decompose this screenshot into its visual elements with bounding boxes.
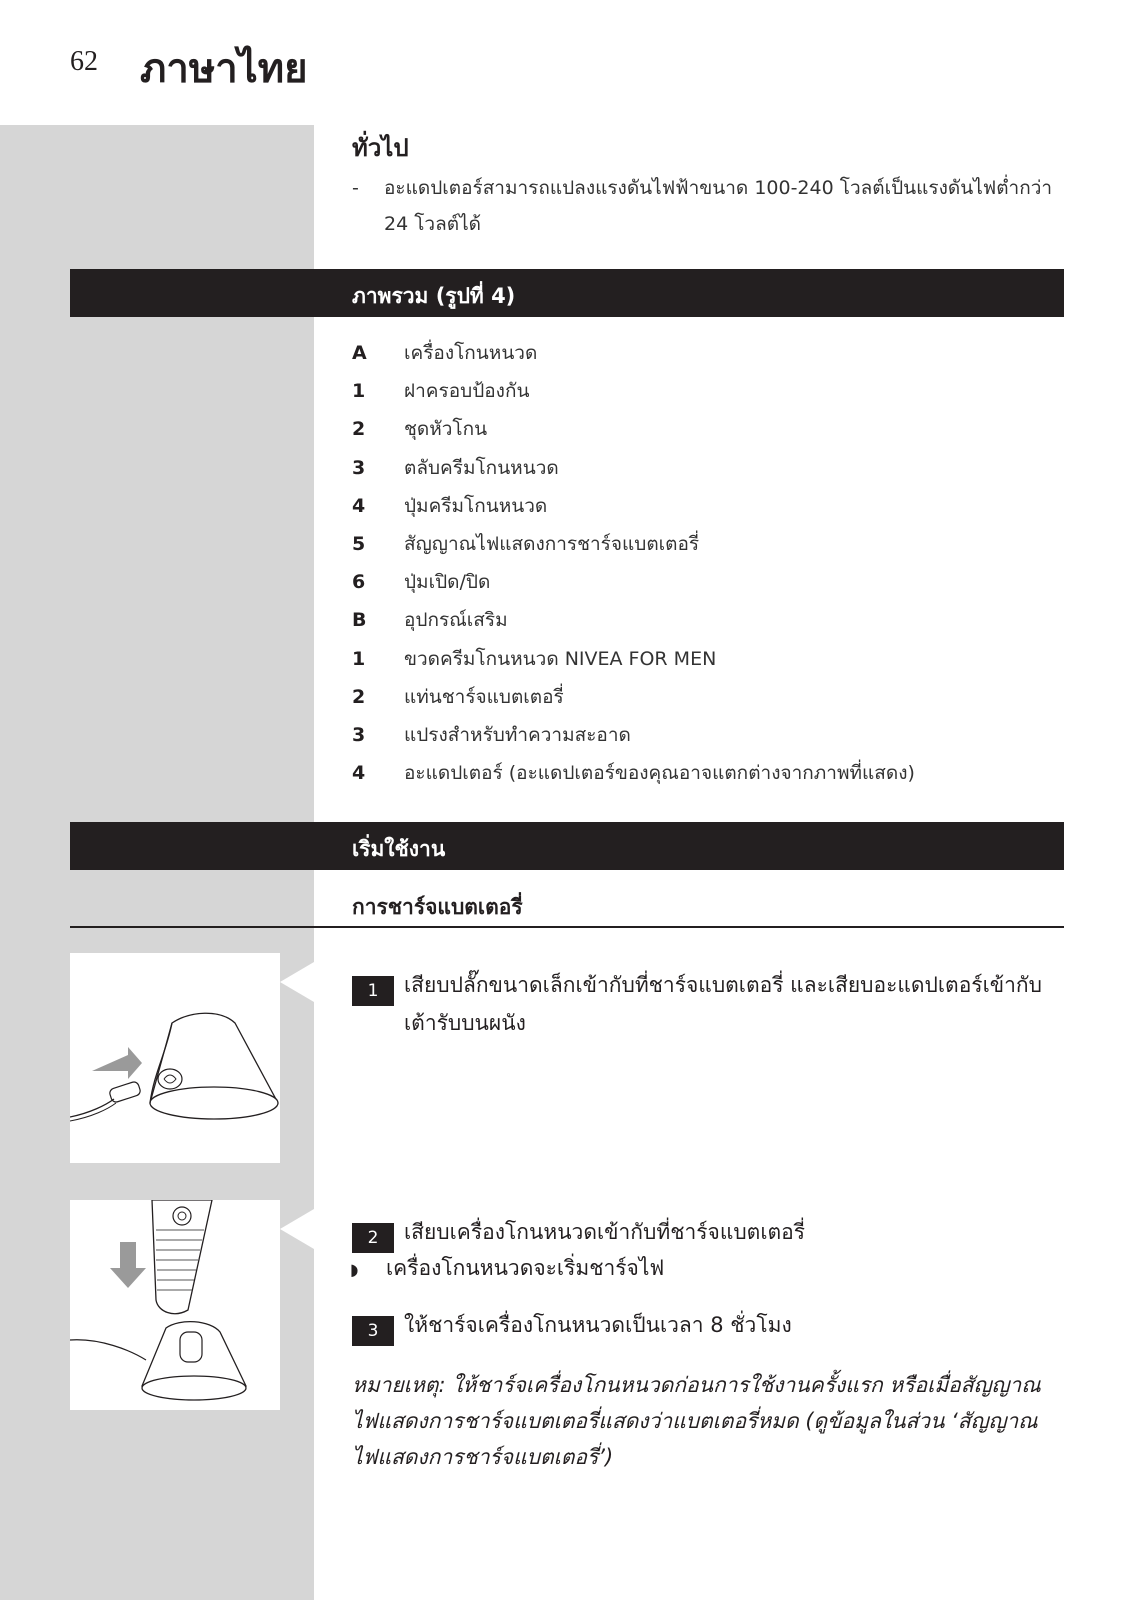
part-label: B xyxy=(352,609,367,632)
step-number-badge: 2 xyxy=(352,1223,394,1253)
part-text: เครื่องโกนหนวด xyxy=(404,342,538,364)
parts-list xyxy=(352,334,915,792)
part-label: 6 xyxy=(352,571,366,594)
charging-note: หมายเหตุ: ให้ชาร์จเครื่องโกนหนวดก่อนการใช้งานครั้งแรก หรือเมื่อสัญญาณไฟแสดงการชาร์จแบตเตอรี่แสดงว่าแบตเตอรี่หมด (ดูข้อมูลในส่วน ‘สัญญาณไฟแสดงการชาร์จแบตเตอรี่’) xyxy=(352,1373,1041,1469)
getting-started-heading-bar xyxy=(70,822,1064,870)
parts-list-item xyxy=(352,640,915,678)
part-label: 2 xyxy=(352,685,366,708)
shaver-in-stand-illustration xyxy=(70,1200,280,1410)
parts-list-item xyxy=(352,601,915,639)
parts-list-item xyxy=(352,372,915,410)
part-text: สัญญาณไฟแสดงการชาร์จแบตเตอรี่ xyxy=(404,532,700,555)
bullet-arrow-icon: ◗ xyxy=(350,1260,359,1279)
part-text: แท่นชาร์จแบตเตอรี่ xyxy=(404,685,564,708)
parts-list-item xyxy=(352,716,915,754)
step-number-badge: 3 xyxy=(352,1316,394,1346)
charging-heading: การชาร์จแบตเตอรี่ xyxy=(352,895,523,919)
parts-list-item xyxy=(352,525,915,563)
step-text: เสียบเครื่องโกนหนวดเข้ากับที่ชาร์จแบตเตอรี่ xyxy=(404,1220,806,1244)
part-label: 3 xyxy=(352,723,366,746)
part-text: ขวดครีมโกนหนวด NIVEA FOR MEN xyxy=(404,647,717,670)
part-text: ฝาครอบป้องกัน xyxy=(404,380,530,403)
part-label: 1 xyxy=(352,647,366,670)
part-text: ปุ่มเปิด/ปิด xyxy=(404,571,491,594)
shaver-into-stand-drawing xyxy=(70,1200,280,1410)
section-divider xyxy=(70,926,1064,928)
parts-list-item xyxy=(352,410,915,448)
bullet-text: เครื่องโกนหนวดจะเริ่มชาร์จไฟ xyxy=(386,1256,665,1280)
charging-step xyxy=(352,1306,1058,1344)
part-label: 2 xyxy=(352,418,366,441)
part-text: ตลับครีมโกนหนวด xyxy=(404,456,559,479)
part-label: 4 xyxy=(352,494,366,517)
charging-step xyxy=(352,966,1058,1042)
part-label: 1 xyxy=(352,380,366,403)
parts-list-item xyxy=(352,678,915,716)
general-heading: ทั่วไป xyxy=(352,134,409,162)
part-text: แปรงสำหรับทำความสะอาด xyxy=(404,723,631,746)
part-label: 3 xyxy=(352,456,366,479)
parts-list-item xyxy=(352,449,915,487)
part-text: อุปกรณ์เสริม xyxy=(404,609,508,632)
result-bullet xyxy=(350,1251,664,1287)
step-text: ให้ชาร์จเครื่องโกนหนวดเป็นเวลา 8 ชั่วโมง xyxy=(404,1313,792,1337)
getting-started-heading: เริ่มใช้งาน xyxy=(352,837,446,861)
step-text: เสียบปลั๊กขนาดเล็กเข้ากับที่ชาร์จแบตเตอรี่ และเสียบอะแดปเตอร์เข้ากับเต้ารับบนผนัง xyxy=(404,973,1042,1035)
part-label: 4 xyxy=(352,762,366,785)
charging-step xyxy=(352,1213,1058,1251)
part-text: ชุดหัวโกน xyxy=(404,418,488,441)
part-text: ปุ่มครีมโกนหนวด xyxy=(404,494,548,517)
page-number: 62 xyxy=(70,46,98,77)
part-label: 5 xyxy=(352,532,366,555)
page-title: ภาษาไทย xyxy=(140,46,308,92)
overview-heading-bar xyxy=(70,269,1064,317)
parts-list-item xyxy=(352,334,915,372)
parts-list-item xyxy=(352,563,915,601)
step-number-badge: 1 xyxy=(352,976,394,1006)
overview-heading: ภาพรวม (รูปที่ 4) xyxy=(352,284,516,308)
part-text: อะแดปเตอร์ (อะแดปเตอร์ของคุณอาจแตกต่างจากภาพที่แสดง) xyxy=(404,762,915,785)
parts-list-item xyxy=(352,487,915,525)
charging-stand-illustration xyxy=(70,953,280,1163)
part-label: A xyxy=(352,342,367,364)
dash-marker: - xyxy=(352,177,359,199)
general-text: อะแดปเตอร์สามารถแปลงแรงดันไฟฟ้าขนาด 100-240 โวลต์เป็นแรงดันไฟต่ำกว่า 24 โวลต์ได้ xyxy=(384,177,1053,235)
general-list-item xyxy=(352,170,1058,242)
parts-list-item xyxy=(352,754,915,792)
plug-into-stand-drawing xyxy=(70,953,280,1163)
